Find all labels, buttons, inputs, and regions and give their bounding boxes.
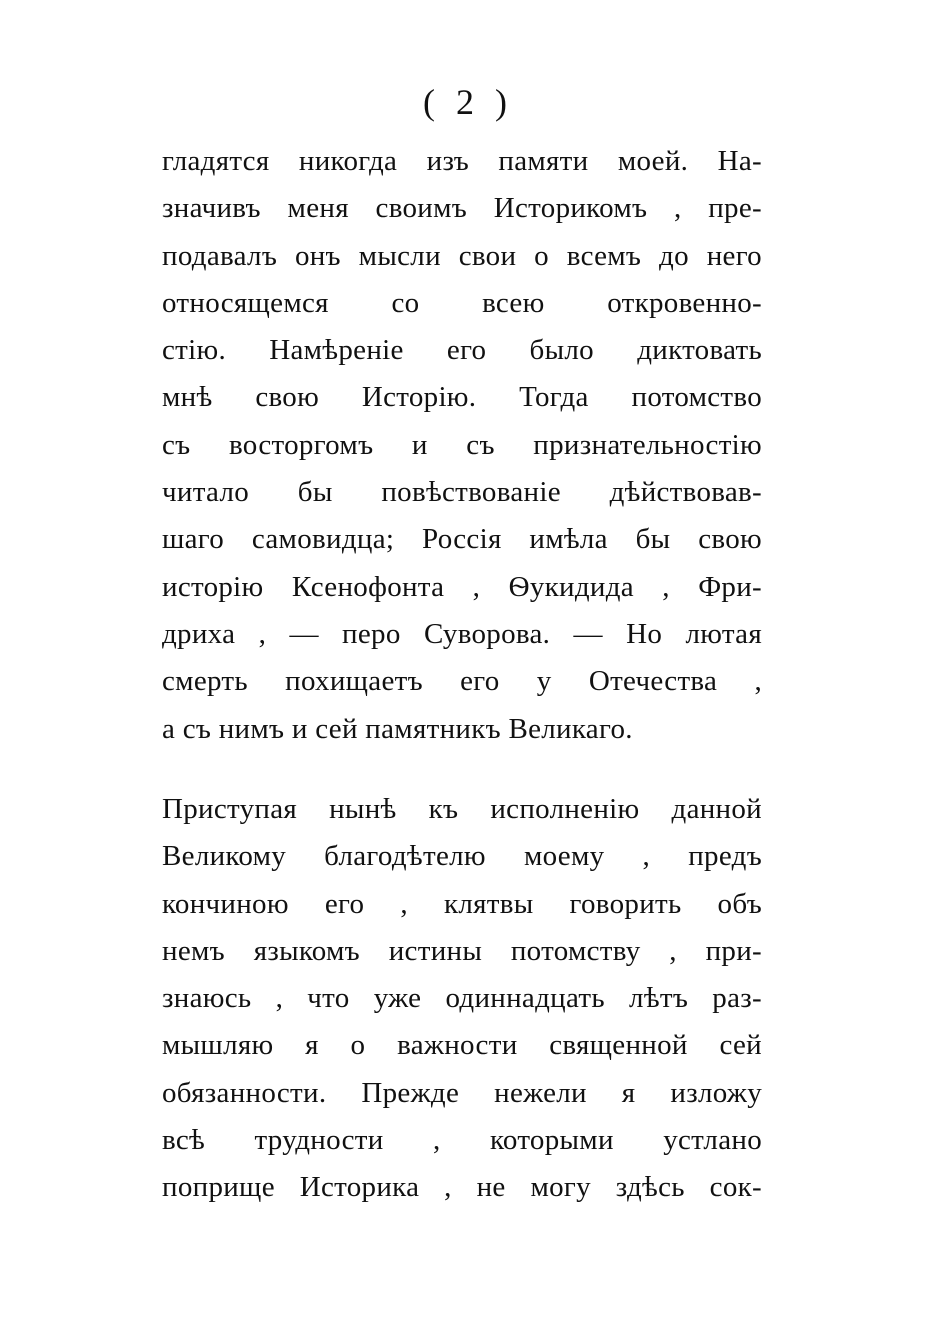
text-line: гладятся никогда изъ памяти моей. На-: [162, 145, 762, 177]
text-line: немъ языкомъ истины потомству , при-: [162, 934, 762, 967]
page-number: ( 2 ): [423, 82, 513, 122]
text-line: значивъ меня своимъ Историкомъ , пре-: [162, 192, 762, 225]
text-line: кончиною его , клятвы говорить объ: [162, 887, 762, 920]
text-line: стію. Намѣреніе его было диктовать: [162, 334, 762, 367]
text-line: поприще Историка , не могу здѣсь сок-: [162, 1171, 762, 1204]
paragraph-2: [162, 786, 762, 1212]
text-line: Великому благодѣтелю моему , предъ: [162, 840, 762, 873]
paragraph-1: [162, 138, 762, 753]
text-line: относящемся со всею откровенно-: [162, 286, 762, 319]
text-line: смерть похищаетъ его у Отечества ,: [162, 665, 762, 698]
text-line: Приступая нынѣ къ исполненію данной: [162, 793, 762, 825]
text-line: шаго самовидца; Россія имѣла бы свою: [162, 523, 762, 556]
text-line: а съ нимъ и сей памятникъ Великаго.: [162, 712, 633, 745]
text-line: всѣ трудности , которыми устлано: [162, 1124, 762, 1157]
text-line: дриха , — перо Суворова. — Но лютая: [162, 617, 762, 650]
text-line: обязанности. Прежде нежели я изложу: [162, 1076, 762, 1109]
text-line: читало бы повѣствованіе дѣйствовав-: [162, 476, 762, 509]
text-line: съ восторгомъ и съ признательностію: [162, 428, 762, 461]
text-line: мышляю я о важности священной сей: [162, 1029, 762, 1062]
text-line: подавалъ онъ мысли свои о всемъ до него: [162, 239, 762, 272]
text-line: мнѣ свою Исторію. Тогда потомство: [162, 381, 762, 414]
text-line: знаюсь , что уже одиннадцать лѣтъ раз-: [162, 982, 762, 1015]
text-line: исторію Ксенофонта , Ѳукидида , Фри-: [162, 570, 762, 603]
